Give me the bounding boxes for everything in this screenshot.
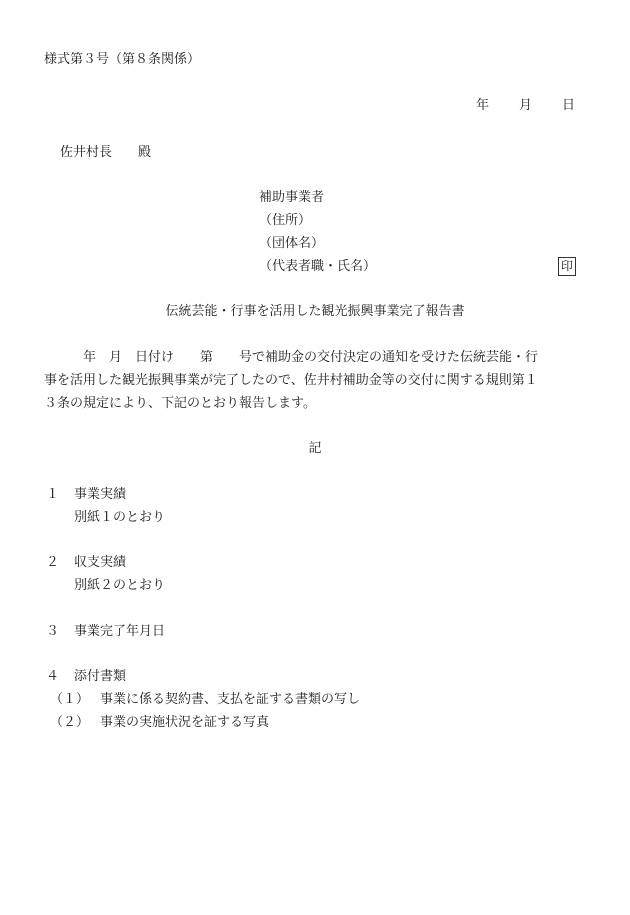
applicant-representative: （代表者職・氏名） — [259, 259, 377, 274]
document-title: 伝統芸能・行事を活用した観光振興事業完了報告書 — [165, 304, 465, 319]
body-line-3: ３条の規定により、下記のとおり報告します。 — [44, 396, 316, 411]
attachment-2-text: 事業の実施状況を証する写真 — [100, 715, 270, 730]
item-2-detail: 別紙２のとおり — [74, 578, 166, 593]
date-day: 日 — [562, 98, 576, 113]
date-month: 月 — [519, 98, 533, 113]
item-4-title: 添付書類 — [74, 669, 127, 684]
date-year: 年 — [476, 98, 490, 113]
seal-mark: 印 — [558, 257, 576, 276]
body-line-2: 事を活用した観光振興事業が完了したので、佐井村補助金等の交付に関する規則第１ — [44, 373, 538, 388]
date-line — [476, 98, 575, 114]
item-3-title: 事業完了年月日 — [74, 624, 166, 639]
form-number: 様式第３号（第８条関係） — [44, 52, 201, 67]
attachment-2-number: （２） — [50, 715, 90, 730]
attachment-1-text: 事業に係る契約書、支払を証する書類の写し — [100, 692, 361, 707]
item-4-number: ４ — [46, 669, 60, 684]
item-2-title: 収支実績 — [74, 555, 127, 570]
item-1-number: １ — [46, 487, 60, 502]
item-2-number: ２ — [46, 555, 60, 570]
item-1-title: 事業実績 — [74, 487, 127, 502]
applicant-heading: 補助事業者 — [259, 190, 325, 205]
attachment-1-number: （１） — [50, 692, 90, 707]
applicant-group: （団体名） — [259, 236, 325, 251]
applicant-address: （住所） — [259, 213, 312, 228]
item-3-number: ３ — [46, 624, 60, 639]
body-line-1: 年 月 日付け 第 号で補助金の交付決定の通知を受けた伝統芸能・行 — [44, 350, 539, 365]
item-1-detail: 別紙１のとおり — [74, 510, 166, 525]
addressee: 佐井村長 殿 — [60, 145, 152, 160]
ki-heading: 記 — [308, 441, 322, 456]
